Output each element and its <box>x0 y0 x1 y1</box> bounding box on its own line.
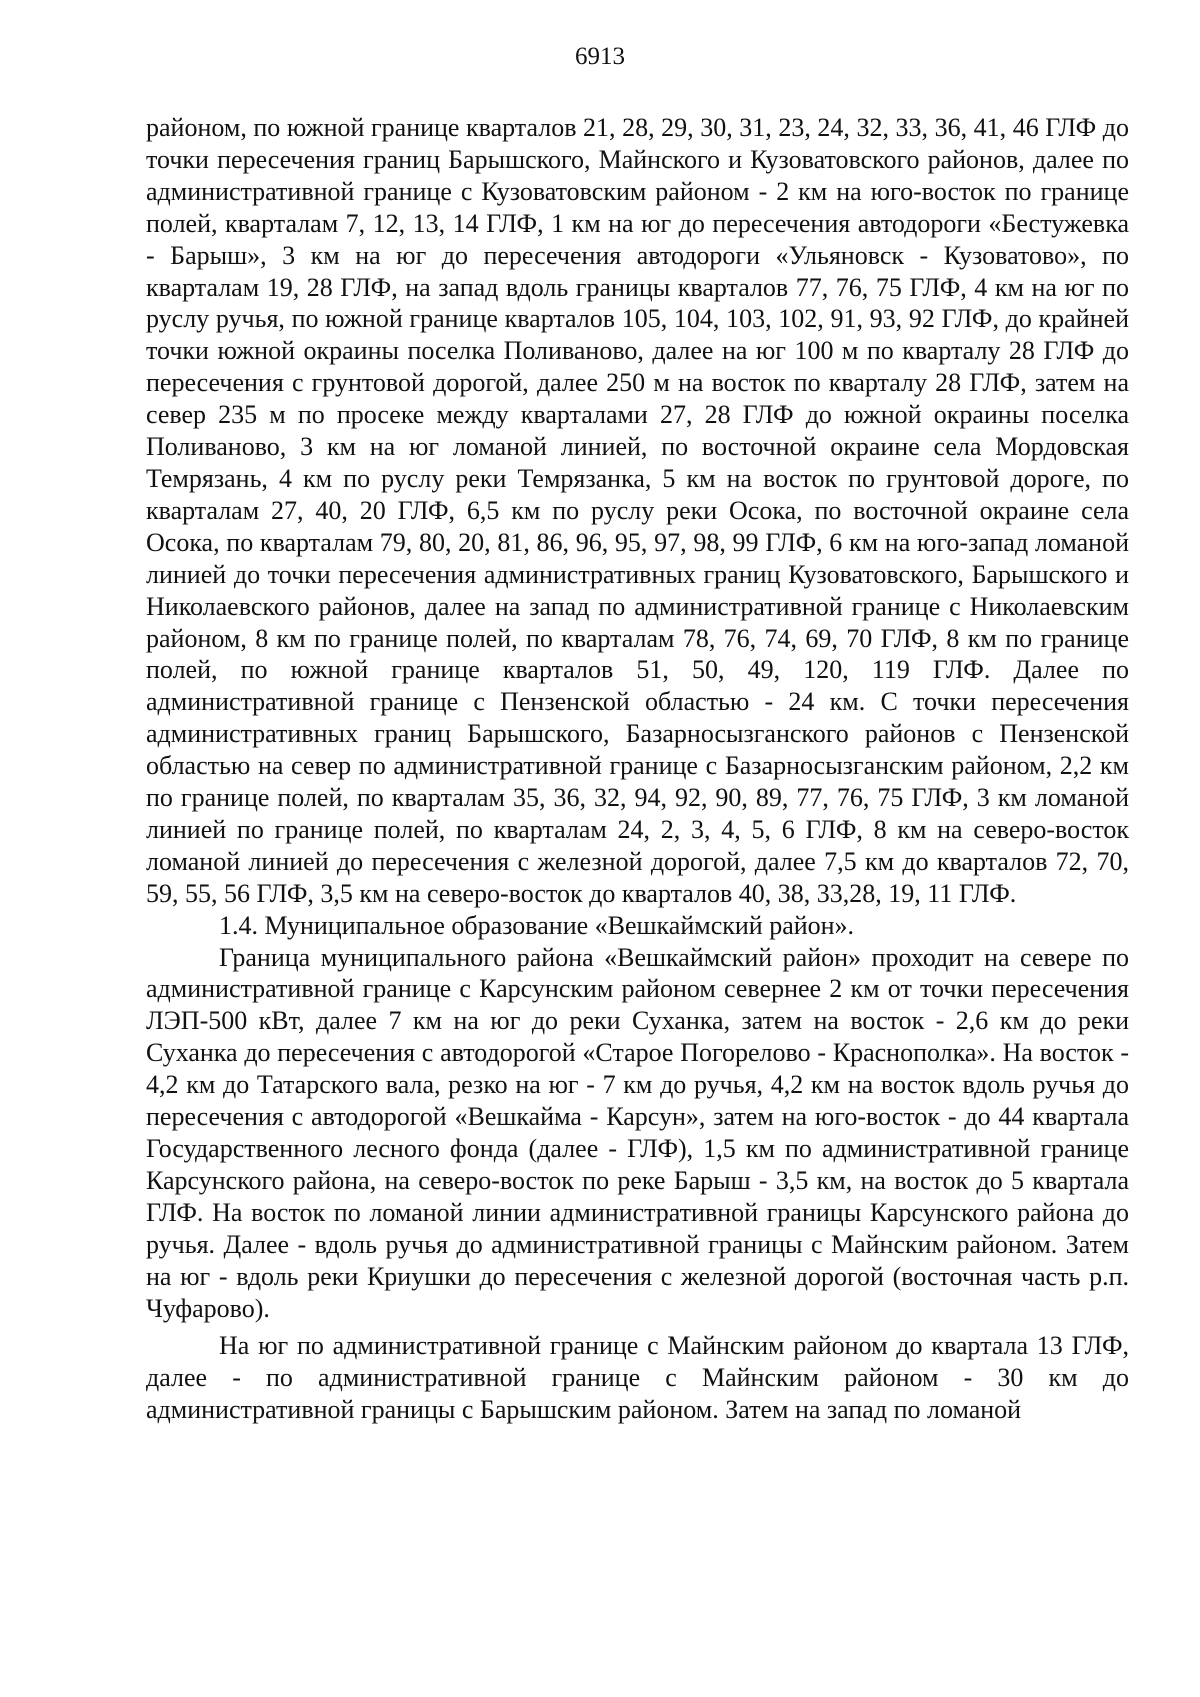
section-heading-veshkaimsky: 1.4. Муниципальное образование «Вешкаймский район». <box>219 910 855 940</box>
page-number: 6913 <box>575 43 625 70</box>
paragraph-veshkaimsky-south: На юг по административной границе с Майнским районом до квартала 13 ГЛФ, далее - по административной границе с Майнским районом - 30 км до административной границы с Барышским районом. Затем на запад по ломаной <box>146 1331 1129 1425</box>
document-body <box>146 112 1129 1426</box>
paragraph-barysh-boundary-continued: районом, по южной границе кварталов 21, 28, 29, 30, 31, 23, 24, 32, 33, 36, 41, 46 ГЛФ до точки пересечения границ Барышского, Майнского и Кузоватовского районов, далее по административной границе с Кузоватовским районом - 2 км на юго-восток по границе полей, кварталам 7, 12, 13, 14 ГЛФ, 1 км на юг до пересечения автодороги «Бестужевка - Барыш», 3 км на юг до пересечения автодороги «Ульяновск - Кузоватово», по кварталам 19, 28 ГЛФ, на запад вдоль границы кварталов 77, 76, 75 ГЛФ, 4 км на юг по руслу ручья, по южной границе кварталов 105, 104, 103, 102, 91, 93, 92 ГЛФ, до крайней точки южной окраины поселка Поливаново, далее на юг 100 м по кварталу 28 ГЛФ до пересечения с грунтовой дорогой, далее 250 м на восток по кварталу 28 ГЛФ, затем на север 235 м по просеке между кварталами 27, 28 ГЛФ до южной окраины поселка Поливаново, 3 км на юг ломаной линией, по восточной окраине села Мордовская Темрязань, 4 км по руслу реки Темрязанка, 5 км на восток по грунтовой дороге, по кварталам 27, 40, 20 ГЛФ, 6,5 км по руслу реки Осока, по восточной окраине села Осока, по кварталам 79, 80, 20, 81, 86, 96, 95, 97, 98, 99 ГЛФ, 6 км на юго-запад ломаной линией до точки пересечения административных границ Кузоватовского, Барышского и Николаевского районов, далее на запад по административной границе с Николаевским районом, 8 км по границе полей, по кварталам 78, 76, 74, 69, 70 ГЛФ, 8 км по границе полей, по южной границе кварталов 51, 50, 49, 120, 119 ГЛФ. Далее по административной границе с Пензенской областью - 24 км. С точки пересечения административных границ Барышского, Базарносызганского районов с Пензенской областью на север по административной границе с Базарносызганским районом, 2,2 км по границе полей, по кварталам 35, 36, 32, 94, 92, 90, 89, 77, 76, 75 ГЛФ, 3 км ломаной линией по границе полей, по кварталам 24, 2, 3, 4, 5, 6 ГЛФ, 8 км на северо-восток ломаной линией до пересечения с железной дорогой, далее 7,5 км до кварталов 72, 70, 59, 55, 56 ГЛФ, 3,5 км на северо-восток до кварталов 40, 38, 33,28, 19, 11 ГЛФ. <box>146 113 1129 908</box>
paragraph-veshkaimsky-boundary: Граница муниципального района «Вешкаймский район» проходит на севере по административной границе с Карсунским районом севернее 2 км от точки пересечения ЛЭП-500 кВт, далее 7 км на юг до реки Суханка, затем на восток - 2,6 км до реки Суханка до пересечения с автодорогой «Старое Погорелово - Краснополка». На восток - 4,2 км до Татарского вала, резко на юг - 7 км до ручья, 4,2 км на восток вдоль ручья до пересечения с автодорогой «Вешкайма - Карсун», затем на юго-восток - до 44 квартала Государственного лесного фонда (далее - ГЛФ), 1,5 км по административной границе Карсунского района, на северо-восток по реке Барыш - 3,5 км, на восток до 5 квартала ГЛФ. На восток по ломаной линии административной границы Карсунского района до ручья. Далее - вдоль ручья до административной границы с Майнским районом. Затем на юг - вдоль реки Криушки до пересечения с железной дорогой (восточная часть р.п. Чуфарово). <box>146 942 1129 1323</box>
